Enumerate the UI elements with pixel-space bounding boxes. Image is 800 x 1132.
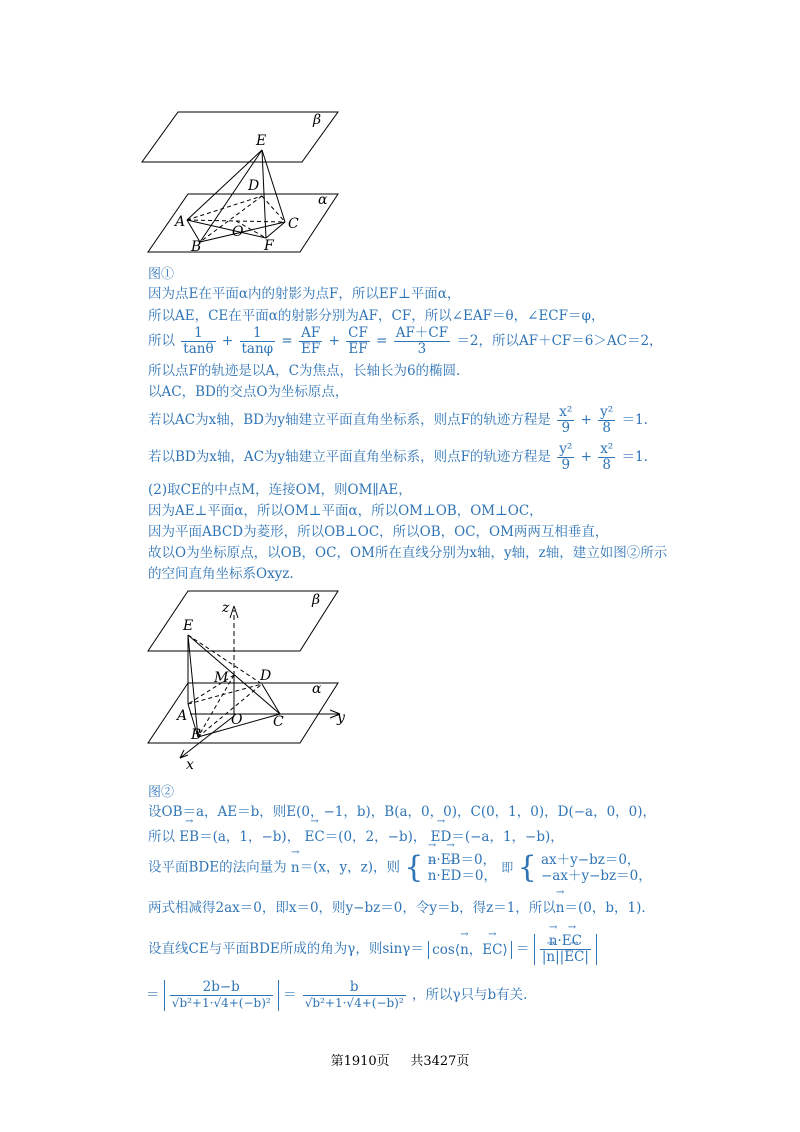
label-beta: β (313, 112, 322, 128)
label-D: D (248, 178, 260, 194)
label-C: C (288, 216, 299, 232)
text-line: 的空间直角坐标系Oxyz. (148, 566, 294, 582)
formula-line: 若以AC为x轴，BD为y轴建立平面直角坐标系，则点F的轨迹方程是 $\frac{\text{x²}}{9}$ + $\frac{\text{y²}}{8}$ ＝1. (148, 404, 648, 436)
label-M: M (214, 670, 229, 686)
text-line: 设OB＝a，AE＝b，则E(0，−1，b)，B(a，0，0)，C(0，1，0)，D(−a，0，0)， (148, 804, 657, 820)
label-E: E (256, 133, 267, 149)
equation-system: → n·→ EB＝0， → n·→ ED＝0， (428, 852, 497, 884)
label-F: F (264, 238, 274, 254)
label-O: O (232, 224, 244, 240)
label-D: D (260, 668, 272, 684)
label-z: z (222, 600, 230, 616)
formula-line: 所以 $\frac{1}{\tan\theta}$ + $\frac{1}{\tan\varphi}$ = $\frac{AF}{EF}$ + $\frac{CF}{EF}$ = $\frac{AF+CF}{3}$ ＝2，所以AF＋CF＝6＞AC＝2， (148, 325, 663, 357)
text-line: 所以AE，CE在平面α的射影分别为AF，CF，所以∠EAF＝θ，∠ECF＝φ， (148, 308, 605, 324)
label-beta: β (312, 592, 321, 608)
fraction: → $\frac{n\cdot\to EC}{|\to n||\to EC|}$ (540, 934, 591, 965)
page-number: 第1910页 (330, 1054, 390, 1069)
formula-line: 设平面BDE的法向量为 → n＝(x，y，z)，则 { → n·→ EB＝0， → n·→ ED＝0， 即 { ax＋y−bz＝0， −ax＋y−bz＝0， (148, 852, 652, 884)
fraction: $\frac{\text{y²}}{9}$ (559, 441, 573, 473)
plane-beta (142, 112, 338, 162)
label-C: C (273, 714, 284, 730)
text-line: 所以点F的轨迹是以A，C为焦点，长轴长为6的椭圆. (148, 363, 461, 379)
fraction: $\frac{CF}{EF}$ (348, 325, 368, 357)
formula-line: 设直线CE与平面BDE所成的角为γ，则sinγ＝ cos⟨→ n，→ EC⟩ ＝ → $\frac{n\cdot\to EC}{|\to n||\to EC|}$ (148, 934, 597, 965)
figure-1 (140, 100, 350, 260)
page-total: 共3427页 (410, 1054, 470, 1069)
fraction: $\frac{2b-b}{\text{√b²+1·√4+(−b)²}}$ (171, 979, 271, 1010)
formula-line: 两式相减得2ax＝0，即x＝0，则y−bz＝0，令y＝b，得z＝1，所以→ n＝(0，b，1). (148, 899, 646, 917)
fraction: $\frac{\text{x²}}{8}$ (600, 441, 614, 473)
formula-line: 所以 → EB＝(a，1，−b)， → EC＝(0，2，−b)， → ED＝(−a，1，−b)， (148, 828, 564, 846)
fraction: $\frac{\text{y²}}{8}$ (600, 404, 614, 436)
formula-line: 若以BD为x轴，AC为y轴建立平面直角坐标系，则点F的轨迹方程是 $\frac{\text{y²}}{9}$ + $\frac{\text{x²}}{8}$ ＝1. (148, 441, 648, 473)
fraction: $\frac{b}{\text{√b²+1·√4+(−b)²}}$ (304, 979, 404, 1010)
fraction: $\frac{\text{x²}}{9}$ (559, 404, 573, 436)
text-line: 因为平面ABCD为菱形，所以OB⊥OC，所以OB，OC，OM两两互相垂直， (148, 524, 609, 540)
label-y: y (337, 710, 345, 726)
fraction: $\frac{AF+CF}{3}$ (395, 325, 449, 357)
figure-2 (140, 585, 365, 775)
label-A: A (175, 214, 186, 230)
text-line: 因为AE⊥平面α，所以OM⊥平面α，所以OM⊥OB，OM⊥OC， (148, 503, 543, 519)
equation-system: ax＋y−bz＝0， −ax＋y−bz＝0， (540, 852, 652, 884)
label-alpha: α (318, 192, 328, 208)
fraction: $\frac{1}{\tan\theta}$ (183, 325, 214, 357)
label-B: B (191, 239, 202, 255)
label-alpha: α (312, 681, 322, 697)
text-line: 以AC，BD的交点O为坐标原点， (148, 384, 349, 400)
label-O: O (231, 712, 243, 728)
label-E: E (183, 618, 194, 634)
label-A: A (177, 708, 188, 724)
fraction: $\frac{AF}{EF}$ (301, 325, 321, 357)
formula-line: ＝ $\frac{2b-b}{\text{√b²+1·√4+(−b)²}}$ ＝ $\frac{b}{\text{√b²+1·√4+(−b)²}}$ ，所以γ只与b有关. (146, 979, 528, 1010)
text-line: 故以O为坐标原点，以OB，OC，OM所在直线分别为x轴，y轴，z轴，建立如图②所示 (148, 545, 668, 561)
figure-2-caption: 图② (148, 785, 175, 800)
text-line: (2)取CE的中点M，连接OM，则OM∥AE， (148, 482, 412, 498)
fraction: $\frac{1}{\tan\varphi}$ (241, 325, 274, 357)
plane-beta (148, 591, 338, 651)
label-B: B (191, 727, 202, 743)
text: 所以 (148, 333, 175, 349)
page-footer (0, 1050, 800, 1069)
figure-1-caption: 图① (148, 267, 175, 282)
text-line: 因为点E在平面α内的射影为点F，所以EF⊥平面α， (148, 286, 461, 302)
label-x: x (186, 757, 194, 773)
